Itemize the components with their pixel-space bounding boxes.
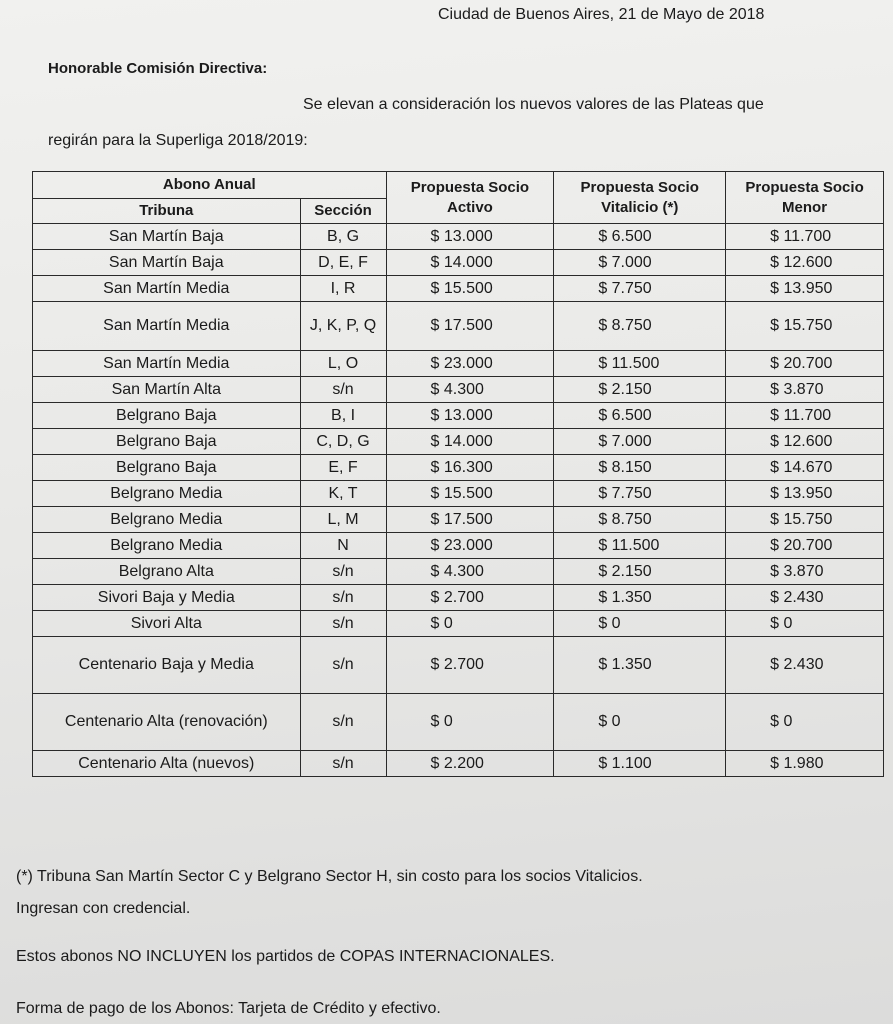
cell-socio-activo: $ 17.500	[386, 302, 554, 351]
intro-line-1: Se elevan a consideración los nuevos valores de las Plateas que	[303, 96, 764, 113]
cell-socio-vitalicio: $ 1.100	[554, 751, 726, 777]
cell-seccion: B, I	[300, 403, 386, 429]
cell-tribuna: San Martín Media	[33, 302, 301, 351]
table-row	[33, 455, 884, 481]
cell-tribuna: Belgrano Media	[33, 507, 301, 533]
header-socio-menor-line1: Propuesta Socio	[745, 178, 864, 196]
table-row	[33, 250, 884, 276]
cell-socio-menor: $ 2.430	[726, 585, 884, 611]
cell-socio-activo: $ 13.000	[386, 403, 554, 429]
cell-tribuna: Centenario Baja y Media	[33, 637, 301, 694]
cell-socio-menor: $ 12.600	[726, 250, 884, 276]
cell-tribuna: Belgrano Alta	[33, 559, 301, 585]
cell-socio-activo: $ 23.000	[386, 533, 554, 559]
footnote-line-1: (*) Tribuna San Martín Sector C y Belgrano Sector H, sin costo para los socios Vitalicios.	[16, 868, 643, 885]
cell-socio-activo: $ 15.500	[386, 276, 554, 302]
header-socio-vitalicio-line1: Propuesta Socio	[580, 178, 699, 196]
header-socio-activo-line1: Propuesta Socio	[410, 178, 530, 196]
cell-seccion: D, E, F	[300, 250, 386, 276]
payment-note: Forma de pago de los Abonos: Tarjeta de Crédito y efectivo.	[16, 1000, 441, 1017]
cell-tribuna: Centenario Alta (renovación)	[33, 694, 301, 751]
cell-socio-vitalicio: $ 1.350	[554, 585, 726, 611]
cell-socio-vitalicio: $ 7.000	[554, 250, 726, 276]
cell-tribuna: San Martín Baja	[33, 250, 301, 276]
cell-socio-menor: $ 11.700	[726, 224, 884, 250]
cell-socio-vitalicio: $ 8.750	[554, 302, 726, 351]
cell-tribuna: Sivori Alta	[33, 611, 301, 637]
cell-socio-activo: $ 4.300	[386, 377, 554, 403]
cell-socio-vitalicio: $ 0	[554, 611, 726, 637]
cell-socio-vitalicio: $ 8.750	[554, 507, 726, 533]
cell-tribuna: San Martín Media	[33, 276, 301, 302]
cell-socio-activo: $ 14.000	[386, 429, 554, 455]
cell-seccion: s/n	[300, 694, 386, 751]
table-row	[33, 751, 884, 777]
cell-tribuna: Belgrano Baja	[33, 403, 301, 429]
table-row	[33, 403, 884, 429]
header-socio-vitalicio	[554, 172, 726, 224]
cell-socio-menor: $ 13.950	[726, 276, 884, 302]
table-row	[33, 351, 884, 377]
table-row	[33, 533, 884, 559]
cell-socio-vitalicio: $ 6.500	[554, 224, 726, 250]
cell-seccion: N	[300, 533, 386, 559]
table-row	[33, 611, 884, 637]
cell-seccion: s/n	[300, 637, 386, 694]
header-socio-vitalicio-line2: Vitalicio (*)	[601, 198, 679, 216]
cell-socio-vitalicio: $ 7.750	[554, 276, 726, 302]
cell-tribuna: Belgrano Baja	[33, 429, 301, 455]
table-row	[33, 559, 884, 585]
cell-socio-menor: $ 3.870	[726, 377, 884, 403]
table-row	[33, 302, 884, 351]
cell-socio-activo: $ 16.300	[386, 455, 554, 481]
cell-seccion: L, O	[300, 351, 386, 377]
header-tribuna: Tribuna	[33, 199, 301, 224]
cell-tribuna: San Martín Media	[33, 351, 301, 377]
cell-seccion: s/n	[300, 377, 386, 403]
cell-seccion: B, G	[300, 224, 386, 250]
cell-socio-activo: $ 2.700	[386, 637, 554, 694]
cell-socio-activo: $ 0	[386, 611, 554, 637]
cell-tribuna: Sivori Baja y Media	[33, 585, 301, 611]
prices-table	[32, 171, 884, 777]
intro-line-2: regirán para la Superliga 2018/2019:	[48, 132, 308, 149]
header-socio-activo	[386, 172, 554, 224]
footnote-line-2: Ingresan con credencial.	[16, 900, 191, 917]
cell-socio-vitalicio: $ 8.150	[554, 455, 726, 481]
cell-socio-vitalicio: $ 2.150	[554, 377, 726, 403]
cell-socio-menor: $ 12.600	[726, 429, 884, 455]
cell-socio-activo: $ 14.000	[386, 250, 554, 276]
header-socio-activo-line2: Activo	[446, 198, 493, 216]
cell-seccion: I, R	[300, 276, 386, 302]
table-row	[33, 507, 884, 533]
cell-socio-activo: $ 17.500	[386, 507, 554, 533]
cell-tribuna: San Martín Alta	[33, 377, 301, 403]
cell-socio-menor: $ 1.980	[726, 751, 884, 777]
header-seccion: Sección	[300, 199, 386, 224]
cell-tribuna: Belgrano Media	[33, 533, 301, 559]
cell-seccion: s/n	[300, 611, 386, 637]
table-row	[33, 429, 884, 455]
cell-socio-menor: $ 0	[726, 611, 884, 637]
cell-socio-menor: $ 2.430	[726, 637, 884, 694]
cell-socio-menor: $ 20.700	[726, 533, 884, 559]
cell-seccion: s/n	[300, 585, 386, 611]
cell-socio-menor: $ 3.870	[726, 559, 884, 585]
cell-seccion: L, M	[300, 507, 386, 533]
date-line: Ciudad de Buenos Aires, 21 de Mayo de 2018	[438, 6, 765, 23]
cell-socio-vitalicio: $ 11.500	[554, 351, 726, 377]
cell-socio-activo: $ 4.300	[386, 559, 554, 585]
cell-seccion: s/n	[300, 751, 386, 777]
table-row	[33, 481, 884, 507]
cell-socio-activo: $ 23.000	[386, 351, 554, 377]
cell-socio-menor: $ 15.750	[726, 507, 884, 533]
cell-socio-activo: $ 13.000	[386, 224, 554, 250]
cell-socio-vitalicio: $ 0	[554, 694, 726, 751]
table-row	[33, 637, 884, 694]
cell-socio-menor: $ 0	[726, 694, 884, 751]
table-row	[33, 377, 884, 403]
cell-seccion: K, T	[300, 481, 386, 507]
cell-socio-menor: $ 15.750	[726, 302, 884, 351]
cell-socio-vitalicio: $ 6.500	[554, 403, 726, 429]
cell-tribuna: Belgrano Baja	[33, 455, 301, 481]
cell-socio-menor: $ 13.950	[726, 481, 884, 507]
cell-seccion: J, K, P, Q	[300, 302, 386, 351]
table-row	[33, 585, 884, 611]
cell-socio-vitalicio: $ 7.000	[554, 429, 726, 455]
cell-socio-vitalicio: $ 1.350	[554, 637, 726, 694]
cell-socio-activo: $ 0	[386, 694, 554, 751]
header-socio-menor-line2: Menor	[782, 198, 828, 216]
cell-tribuna: Centenario Alta (nuevos)	[33, 751, 301, 777]
table-row	[33, 694, 884, 751]
cell-socio-activo: $ 2.700	[386, 585, 554, 611]
header-abono-anual: Abono Anual	[33, 172, 387, 199]
cell-socio-menor: $ 20.700	[726, 351, 884, 377]
cell-socio-vitalicio: $ 7.750	[554, 481, 726, 507]
cell-socio-vitalicio: $ 2.150	[554, 559, 726, 585]
table-row	[33, 276, 884, 302]
cell-seccion: E, F	[300, 455, 386, 481]
cell-tribuna: Belgrano Media	[33, 481, 301, 507]
cell-tribuna: San Martín Baja	[33, 224, 301, 250]
cell-socio-activo: $ 15.500	[386, 481, 554, 507]
price-rows	[33, 224, 884, 777]
cell-socio-menor: $ 14.670	[726, 455, 884, 481]
table-row	[33, 224, 884, 250]
cell-seccion: s/n	[300, 559, 386, 585]
header-socio-menor	[726, 172, 884, 224]
cell-socio-vitalicio: $ 11.500	[554, 533, 726, 559]
salutation: Honorable Comisión Directiva:	[48, 60, 268, 77]
exclusion-note: Estos abonos NO INCLUYEN los partidos de COPAS INTERNACIONALES.	[16, 948, 555, 965]
cell-socio-activo: $ 2.200	[386, 751, 554, 777]
cell-socio-menor: $ 11.700	[726, 403, 884, 429]
cell-seccion: C, D, G	[300, 429, 386, 455]
